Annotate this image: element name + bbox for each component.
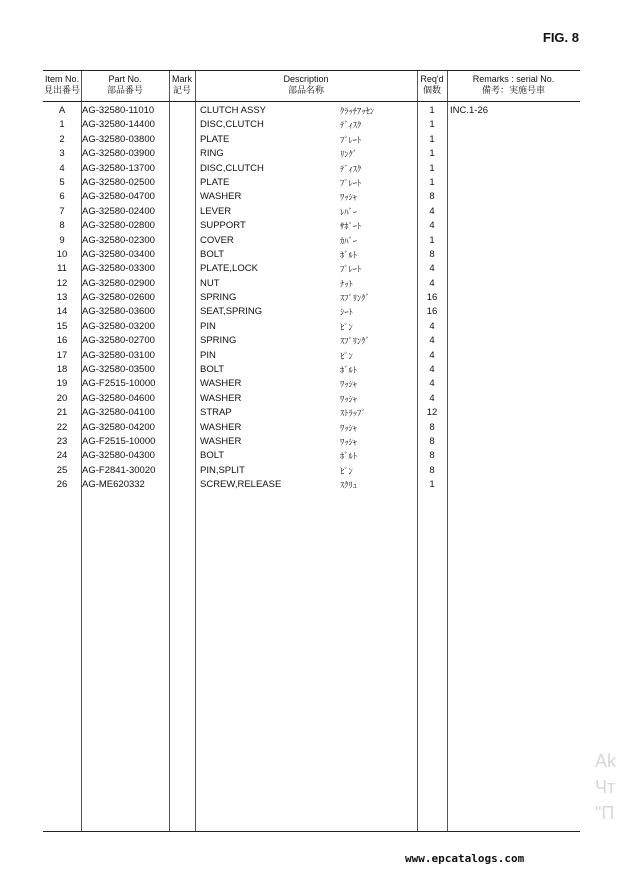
table-row: [43, 248, 580, 262]
cell-part: AG-32580-03100: [82, 349, 155, 361]
cell-kana: ﾎﾞﾙﾄ: [340, 365, 358, 376]
cell-qty: 4: [429, 364, 435, 376]
cell-desc: WASHER: [200, 378, 242, 390]
cell-desc: SUPPORT: [200, 220, 246, 232]
cell-kana: ﾜｯｼｬ: [340, 393, 358, 404]
table-row: [43, 133, 580, 147]
header-part-en: Part No.: [108, 74, 142, 84]
cell-desc: COVER: [200, 234, 234, 246]
table-row: [43, 392, 580, 406]
cell-qty: 4: [429, 320, 435, 332]
cell-qty: 8: [429, 450, 435, 462]
cell-part: AG-32580-13700: [82, 162, 155, 174]
watermark: [595, 748, 617, 826]
table-row: [43, 190, 580, 204]
cell-part: AG-F2515-10000: [82, 378, 156, 390]
header-qty-en: Req'd: [420, 74, 444, 84]
cell-qty: 4: [429, 378, 435, 390]
cell-item: 20: [56, 392, 68, 404]
cell-item: A: [58, 105, 66, 116]
cell-item: 11: [57, 263, 67, 275]
header-qty-jp: 個数: [422, 85, 441, 95]
header-desc-en: Description: [283, 74, 329, 84]
cell-part: AG-32580-03600: [82, 306, 155, 318]
cell-kana: ｸﾗｯﾁｱｯｾﾝ: [340, 106, 375, 116]
cell-item: 12: [56, 277, 68, 289]
cell-part: AG-32580-03500: [82, 364, 155, 376]
cell-qty: 8: [429, 464, 435, 476]
cell-desc: PLATE: [200, 176, 230, 188]
cell-qty: 12: [426, 407, 438, 419]
cell-qty: 16: [426, 306, 438, 318]
table-row: [43, 349, 580, 363]
cell-qty: 4: [429, 335, 435, 347]
cell-kana: ﾎﾞﾙﾄ: [340, 249, 358, 260]
header-qty: [417, 74, 447, 96]
table-row: [43, 147, 580, 161]
cell-kana: ﾋﾟﾝ: [340, 350, 353, 361]
cell-part: AG-32580-04600: [82, 392, 155, 404]
cell-qty: 8: [429, 421, 435, 433]
cell-kana: ﾜｯｼｬ: [340, 436, 358, 447]
table-row: [43, 205, 580, 219]
cell-item: 16: [56, 335, 68, 347]
cell-desc: BOLT: [200, 364, 225, 376]
table-row: [43, 305, 580, 319]
cell-desc: SPRING: [200, 335, 237, 347]
cell-item: 21: [56, 407, 68, 419]
cell-kana: ﾜｯｼｬ: [340, 422, 358, 433]
watermark-line: "П: [595, 803, 615, 823]
cell-kana: ﾅｯﾄ: [340, 278, 353, 289]
cell-kana: ﾜｯｼｬ: [340, 379, 358, 390]
cell-kana: ﾃﾞｨｽｸ: [340, 163, 362, 174]
cell-part: AG-F2841-30020: [82, 464, 156, 476]
table-row: [43, 291, 580, 305]
cell-desc: LEVER: [200, 205, 232, 217]
cell-part: AG-32580-03300: [82, 263, 155, 275]
cell-kana: ﾎﾞﾙﾄ: [340, 451, 358, 462]
cell-qty: 1: [429, 119, 435, 131]
cell-kana: ｽﾌﾟﾘﾝｸﾞ: [340, 293, 370, 304]
cell-kana: ｽｸﾘｭ: [340, 480, 358, 491]
cell-desc: PIN,SPLIT: [200, 464, 245, 476]
cell-item: 9: [59, 234, 65, 246]
table-row: [43, 363, 580, 377]
cell-qty: 1: [429, 148, 435, 160]
cell-item: 6: [59, 191, 65, 203]
cell-desc: SCREW,RELEASE: [200, 479, 282, 491]
cell-item: 19: [56, 378, 68, 390]
parts-table: [43, 70, 580, 832]
cell-kana: ﾌﾟﾚｰﾄ: [340, 134, 362, 145]
table-row: [43, 162, 580, 176]
cell-desc: WASHER: [200, 392, 242, 404]
table-row: [43, 406, 580, 420]
cell-kana: ｽﾄﾗｯﾌﾟ: [340, 408, 366, 419]
cell-kana: ｼｰﾄ: [340, 307, 353, 318]
header-part: [81, 74, 169, 96]
cell-desc: PLATE,LOCK: [200, 263, 258, 275]
cell-item: 1: [59, 119, 65, 131]
cell-qty: 4: [429, 263, 435, 275]
cell-qty: 1: [429, 105, 435, 116]
header-item-en: Item No.: [44, 74, 79, 84]
watermark-line: Чт: [595, 777, 616, 797]
footer-url: www.epcatalogs.com: [405, 852, 525, 865]
header-mark-en: Mark: [172, 74, 192, 84]
cell-item: 25: [56, 464, 68, 476]
cell-desc: WASHER: [200, 191, 242, 203]
cell-item: 5: [59, 176, 65, 188]
cell-part: AG-ME620332: [82, 479, 145, 491]
table-row: [43, 320, 580, 334]
cell-part: AG-32580-02300: [82, 234, 155, 246]
cell-part: AG-F2515-10000: [82, 435, 156, 447]
cell-desc: STRAP: [200, 407, 232, 419]
table-row: [43, 104, 580, 118]
cell-item: 18: [56, 364, 68, 376]
table-row: [43, 219, 580, 233]
header-mark-jp: 記号: [172, 85, 191, 95]
cell-qty: 8: [429, 191, 435, 203]
header-desc-jp: 部品名称: [287, 85, 324, 95]
header-part-jp: 部品番号: [106, 85, 143, 95]
cell-qty: 1: [429, 234, 435, 246]
cell-part: AG-32580-14400: [82, 119, 155, 131]
cell-item: 8: [59, 220, 65, 232]
table-row: [43, 449, 580, 463]
cell-item: 23: [56, 435, 68, 447]
cell-kana: ｽﾌﾟﾘﾝｸﾞ: [340, 336, 370, 347]
cell-remarks: INC.1-26: [450, 105, 489, 116]
cell-qty: 4: [429, 277, 435, 289]
cell-kana: ﾜｯｼｬ: [340, 192, 358, 203]
cell-qty: 16: [426, 292, 438, 304]
cell-desc: NUT: [200, 277, 220, 289]
header-mark: [169, 74, 195, 96]
table-row: [43, 435, 580, 449]
cell-kana: ｻﾎﾟｰﾄ: [340, 221, 362, 232]
table-row: [43, 421, 580, 435]
cell-part: AG-32580-03400: [82, 248, 155, 260]
table-row: [43, 377, 580, 391]
cell-qty: 4: [429, 349, 435, 361]
cell-item: 26: [56, 479, 68, 491]
cell-qty: 1: [429, 133, 435, 145]
cell-item: 3: [59, 148, 65, 160]
cell-desc: SPRING: [200, 292, 237, 304]
cell-item: 15: [56, 320, 68, 332]
header-remarks-jp: 備考：実施号車: [481, 85, 545, 95]
cell-kana: ﾚﾊﾞｰ: [340, 206, 358, 217]
cell-desc: RING: [200, 148, 224, 160]
watermark-line: Ak: [595, 751, 617, 771]
cell-desc: PIN: [200, 349, 216, 361]
cell-qty: 1: [429, 479, 435, 491]
cell-item: 24: [56, 450, 68, 462]
cell-desc: BOLT: [200, 450, 225, 462]
cell-desc: SEAT,SPRING: [200, 306, 263, 318]
cell-item: 2: [59, 133, 65, 145]
cell-part: AG-32580-03800: [82, 133, 155, 145]
cell-kana: ﾋﾟﾝ: [340, 465, 353, 476]
table-row: [43, 478, 580, 492]
cell-desc: DISC,CLUTCH: [200, 119, 264, 131]
cell-kana: ﾃﾞｨｽｸ: [340, 120, 362, 131]
cell-qty: 4: [429, 205, 435, 217]
table-body: [43, 104, 580, 493]
header-item: [43, 74, 81, 96]
cell-kana: ﾌﾟﾚｰﾄ: [340, 264, 362, 275]
table-row: [43, 277, 580, 291]
cell-desc: WASHER: [200, 421, 242, 433]
cell-qty: 4: [429, 392, 435, 404]
cell-part: AG-32580-04200: [82, 421, 155, 433]
cell-part: AG-32580-03900: [82, 148, 155, 160]
cell-desc: BOLT: [200, 248, 225, 260]
cell-part: AG-32580-11010: [82, 105, 155, 116]
cell-desc: PIN: [200, 320, 216, 332]
cell-desc: PLATE: [200, 133, 230, 145]
header-remarks: [447, 74, 580, 96]
header-description: [195, 74, 417, 96]
cell-kana: ﾌﾟﾚｰﾄ: [340, 177, 362, 188]
cell-item: 13: [56, 292, 68, 304]
cell-item: 10: [56, 248, 68, 260]
table-row: [43, 334, 580, 348]
cell-qty: 1: [429, 162, 435, 174]
table-row: [43, 262, 580, 276]
cell-kana: ｶﾊﾞｰ: [340, 235, 358, 246]
cell-part: AG-32580-02800: [82, 220, 155, 232]
table-row: [43, 234, 580, 248]
cell-item: 7: [59, 205, 65, 217]
header-item-jp: 見出番号: [43, 85, 80, 95]
cell-kana: ﾋﾟﾝ: [340, 321, 353, 332]
cell-part: AG-32580-02900: [82, 277, 155, 289]
cell-desc: CLUTCH ASSY: [200, 105, 266, 116]
table-row: [43, 176, 580, 190]
table-row: [43, 464, 580, 478]
cell-qty: 8: [429, 248, 435, 260]
cell-desc: DISC,CLUTCH: [200, 162, 264, 174]
table-row: [43, 118, 580, 132]
cell-part: AG-32580-04100: [82, 407, 155, 419]
cell-item: 4: [59, 162, 65, 174]
cell-item: 14: [56, 306, 68, 318]
cell-part: AG-32580-02600: [82, 292, 155, 304]
cell-item: 17: [56, 349, 68, 361]
cell-qty: 8: [429, 435, 435, 447]
cell-kana: ﾘﾝｸﾞ: [340, 149, 358, 160]
cell-part: AG-32580-02500: [82, 176, 155, 188]
cell-part: AG-32580-03200: [82, 320, 155, 332]
cell-item: 22: [56, 421, 68, 433]
cell-part: AG-32580-02700: [82, 335, 155, 347]
cell-qty: 4: [429, 220, 435, 232]
table-header: [43, 71, 580, 102]
header-remarks-en: Remarks : serial No.: [472, 74, 555, 84]
cell-qty: 1: [429, 176, 435, 188]
cell-desc: WASHER: [200, 435, 242, 447]
cell-part: AG-32580-02400: [82, 205, 155, 217]
cell-part: AG-32580-04700: [82, 191, 155, 203]
cell-part: AG-32580-04300: [82, 450, 155, 462]
figure-number: FIG. 8: [542, 30, 579, 45]
